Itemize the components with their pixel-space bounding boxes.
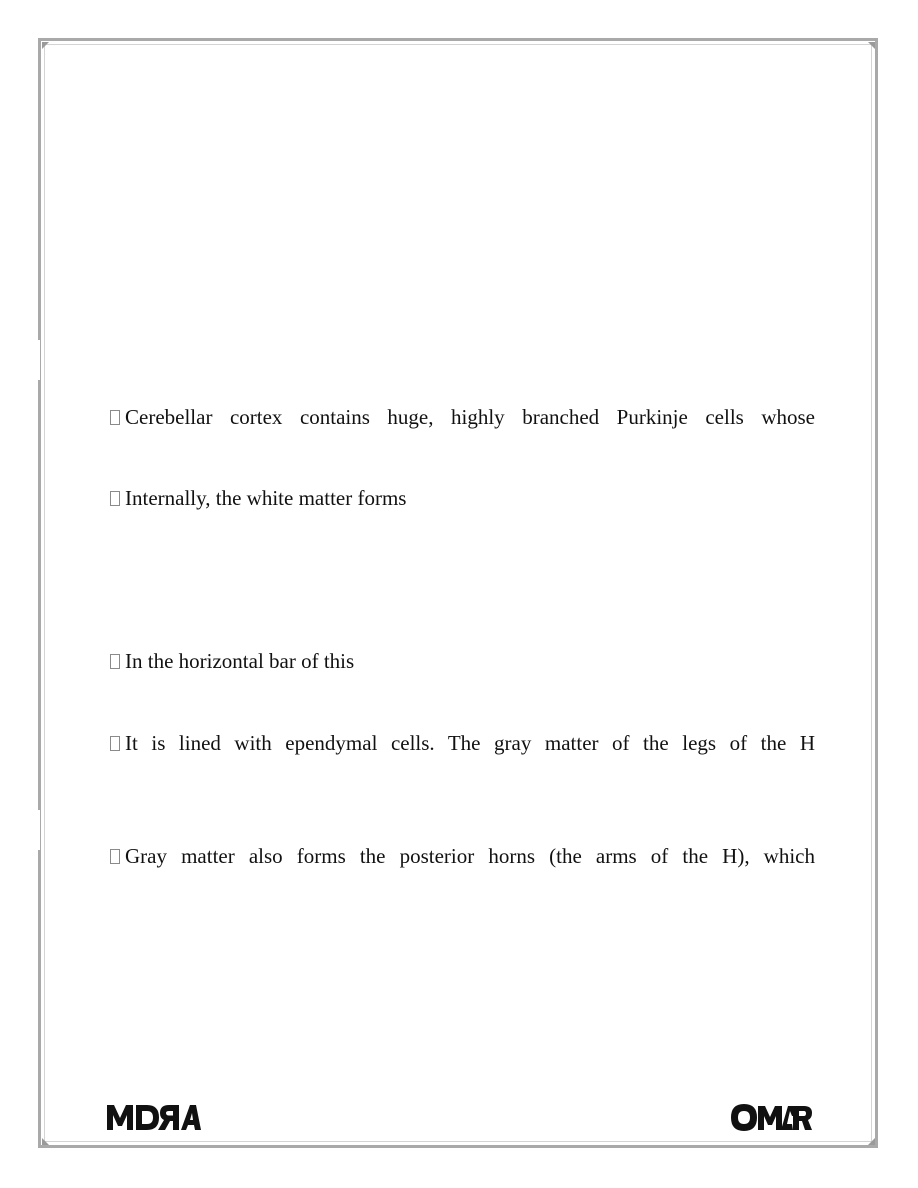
corner-ornament-bottom-left: [42, 1138, 49, 1145]
line-text: Gray matter also forms the posterior horns (the arms of the H), which: [125, 844, 815, 868]
bullet-line-5: [110, 843, 815, 869]
mdra-logo: [107, 1102, 201, 1132]
border-gap-left-2: [38, 810, 40, 850]
corner-ornament-top-left: [42, 42, 49, 49]
corner-ornament-top-right: [868, 42, 875, 49]
line-text: Internally, the white matter forms: [125, 486, 407, 510]
corner-ornament-bottom-right: [868, 1138, 875, 1145]
bullet-box-icon: [110, 654, 120, 669]
bullet-line-3: [110, 648, 815, 674]
bullet-line-2: [110, 485, 815, 511]
bullet-box-icon: [110, 849, 120, 864]
page-border-inner: [44, 44, 872, 1142]
line-text: It is lined with ependymal cells. The gray matter of the legs of the H: [125, 731, 815, 755]
line-text: In the horizontal bar of this: [125, 649, 355, 673]
bullet-box-icon: [110, 410, 120, 425]
bullet-box-icon: [110, 736, 120, 751]
bullet-box-icon: [110, 491, 120, 506]
border-gap-left-1: [38, 340, 40, 380]
bullet-line-1: [110, 404, 815, 430]
omar-logo: [730, 1102, 812, 1132]
line-text: Cerebellar cortex contains huge, highly branched Purkinje cells whose: [125, 405, 815, 429]
bullet-line-4: [110, 730, 815, 756]
